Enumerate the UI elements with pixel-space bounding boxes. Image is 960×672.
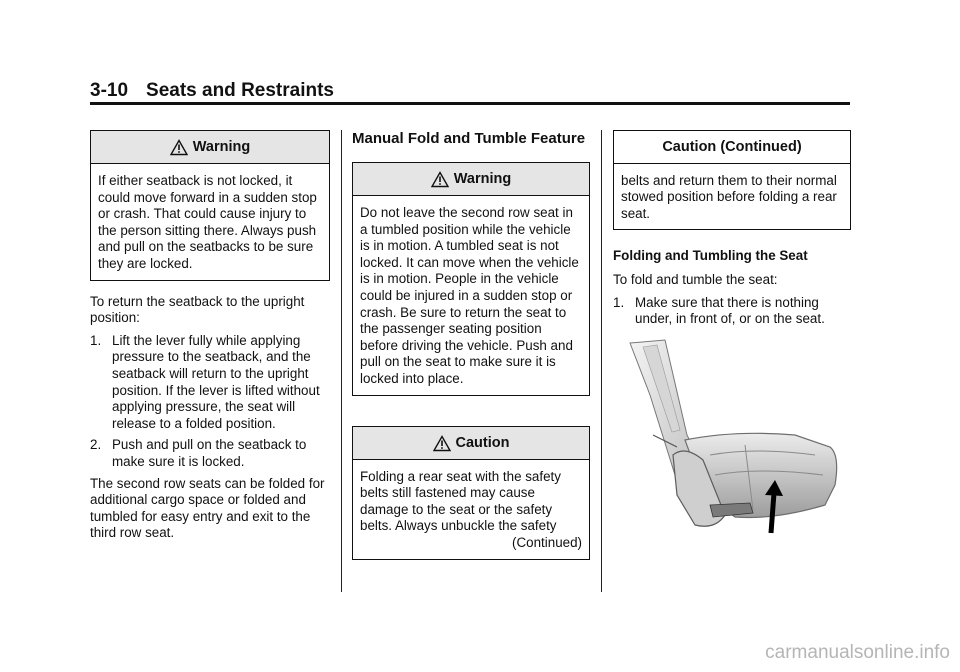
list-item	[90, 333, 330, 433]
list-number: 1.	[613, 294, 625, 310]
header-title	[90, 80, 850, 102]
column-divider	[341, 130, 342, 592]
column-1	[90, 130, 330, 542]
paragraph: The second row seats can be folded for additional cargo space or folded and tumbled for easy entry and exit to the third row seat.	[90, 475, 325, 541]
section-title: Seats and Restraints	[146, 80, 334, 101]
column-3	[613, 130, 851, 333]
warning-icon	[431, 171, 449, 188]
caution-header	[353, 427, 589, 460]
watermark: carmanualsonline.info	[765, 642, 950, 663]
list-text: Push and pull on the seatback to make sure it is locked.	[112, 437, 307, 469]
paragraph: To return the seatback to the upright position:	[90, 293, 305, 326]
list-text: Make sure that there is nothing under, in front of, or on the seat.	[635, 294, 825, 327]
list-item	[90, 437, 330, 470]
section-heading: Manual Fold and Tumble Feature	[352, 130, 586, 147]
caution-box	[352, 426, 590, 560]
caution-continued-box	[613, 130, 851, 230]
list-number: 2.	[90, 437, 102, 453]
continued-label: (Continued)	[512, 534, 582, 550]
page-header	[90, 80, 850, 102]
warning-box	[90, 130, 330, 281]
warning-text: If either seatback is not locked, it could move forward in a sudden stop or crash. That could cause injury to the person sitting there. Always push and pull on the seatbacks to be sure they are locked.	[98, 173, 317, 271]
paragraph: To fold and tumble the seat:	[613, 271, 778, 287]
caution-continued-text: belts and return them to their normal stowed position before folding a rear seat.	[621, 172, 837, 221]
list-number: 1.	[90, 332, 102, 348]
warning-text: Do not leave the second row seat in a tumbled position while the vehicle is in motion. A tumbled seat is not locked. It can move when the vehicle is in motion. People in the vehicle could be injured in a sudden stop or crash. Be sure to return the seat to the passenger seating position before driving the vehicle. Push and pull on the seat to make sure it is locked into place.	[360, 205, 579, 386]
warning-box	[352, 162, 590, 396]
warning-title: Warning	[453, 171, 512, 188]
numbered-list	[613, 295, 851, 328]
page-number: 3-10	[90, 80, 129, 101]
header-rule	[90, 102, 850, 105]
list-text: Lift the lever fully while applying pressure to the seatback, and the seatback will return to the upright position. If the lever is lifted without applying pressure, the seat will release to a folded position.	[112, 332, 320, 431]
caution-title: Caution	[455, 434, 510, 451]
caution-continued-header: Caution (Continued)	[614, 131, 850, 164]
list-item	[613, 295, 851, 328]
warning-title: Warning	[192, 139, 251, 156]
warning-icon	[170, 139, 188, 156]
column-divider	[601, 130, 602, 592]
caution-text: Folding a rear seat with the safety belts still fastened may cause damage to the seat or the safety belts. Always unbuckle the safety	[360, 468, 561, 534]
caution-icon	[433, 435, 451, 452]
seat-tumble-illustration	[625, 335, 850, 535]
warning-header	[91, 131, 329, 164]
column-2	[352, 130, 590, 560]
subheading: Folding and Tumbling the Seat	[613, 248, 808, 264]
warning-header	[353, 163, 589, 196]
numbered-list	[90, 333, 330, 471]
